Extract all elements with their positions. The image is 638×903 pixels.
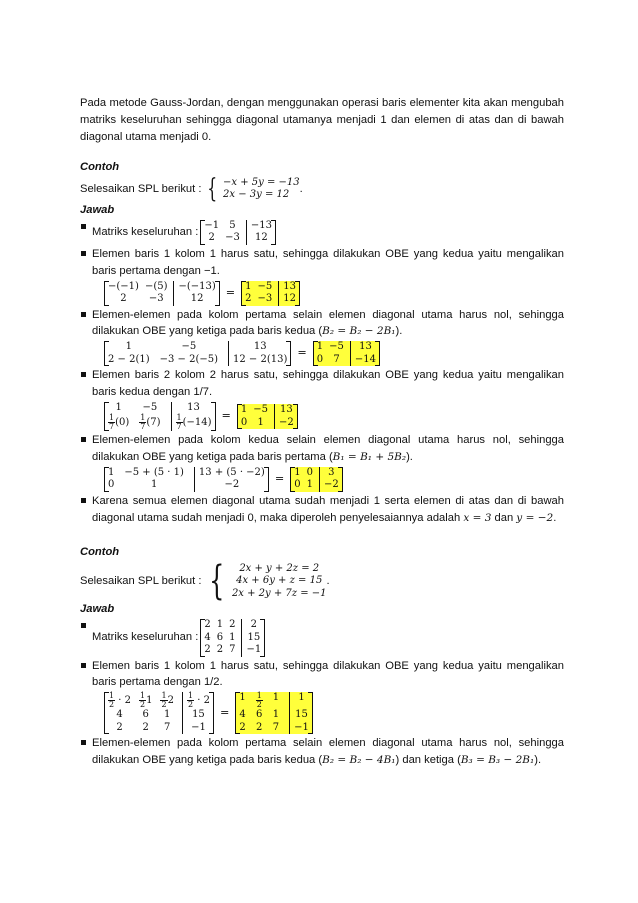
example1-conclusion: Karena semua elemen diagonal utama sudah menjadi 1 serta elemen di atas dan di bawah diagonal utama sudah menjadi 0, maka diperoleh penyelesaiannya adalah x = 3 dan y = −2. (80, 493, 564, 527)
example1-step3: Elemen baris 2 kolom 2 harus satu, sehingga dilakukan OBE yang kedua yaitu mengalikan baris kedua dengan 1/7. (80, 367, 564, 401)
intro-paragraph: Pada metode Gauss-Jordan, dengan menggunakan operasi baris elementer kita akan mengubah matriks keseluruhan sehingga diagonal utamanya menjadi 1 dan elemen di atas dan di bawah diagonal utama menjadi 0. (80, 97, 564, 143)
document-page (80, 95, 564, 769)
example2-system: { 2x + y + 2z = 2 4x + 6y + z = 15 2x + 2y + 7z = −1 . (209, 558, 330, 605)
example1-prompt: Selesaikan SPL berikut : (80, 182, 202, 195)
example1-step1-result: 1 −5 13 2 −3 12 (241, 281, 300, 306)
example2-prompt: Selesaikan SPL berikut : (80, 574, 202, 587)
example1-step1: Elemen baris 1 kolom 1 harus satu, sehingga dilakukan OBE yang kedua yaitu mengalikan baris pertama dengan −1. (80, 246, 564, 280)
example2-answer-heading: Jawab (80, 603, 115, 616)
example2-matrix-item: Matriks keseluruhan : 2 1 2 2 4 6 1 15 2 2 7 −1 (80, 618, 564, 658)
example2-step1-result: 1 $\frac{1}{2}$ 1 1 4 6 1 15 2 2 7 −1 (235, 692, 313, 734)
example2-augmented-matrix: 2 1 2 2 4 6 1 15 2 2 7 −1 (200, 619, 265, 657)
example1-step1-equation: −(−1) −(5) −(−13) 2 −3 12 = 1 −5 13 2 −3 12 (102, 280, 564, 307)
example1-step2-result: 1 −5 13 0 7 −14 (313, 341, 380, 366)
example1-answer-heading: Jawab (80, 204, 115, 217)
example1-system: { −x + 5y = −13 2x − 3y = 12 . (207, 174, 303, 205)
example1-step3-equation: 1 −5 13 $\frac{1}{7}$ (0) $\frac{1}{7}$ (7) $\frac{1}{7}$ (−14) = 1 −5 13 0 1 −2 (102, 401, 564, 433)
example1-augmented-matrix: −1 5 −13 2 −3 12 (200, 220, 276, 245)
example1-matrix-item: Matriks keseluruhan : −1 5 −13 2 −3 12 (80, 219, 564, 246)
example1-step2-equation: 1 −5 13 2 − 2(1) −3 − 2(−5) 12 − 2(13) = 1 −5 13 0 7 −14 (102, 340, 564, 367)
example2-prompt-row (80, 558, 564, 605)
example2-step1-equation: $\frac{1}{2}$ · 2 $\frac{1}{2}$ 1 $\frac{1}{2}$ 2 $\frac{1}{2}$ · 2 4 6 1 15 2 2 7 −1 = 1 $\frac{1}{2}$ 1 1 4 6 1 15 2 2 7 −1 (102, 691, 564, 735)
example2-heading: Contoh (80, 546, 120, 559)
example2-step2: Elemen-elemen pada kolom pertama selain elemen diagonal utama harus nol, sehingga dilakukan OBE yang ketiga pada baris kedua (B₂ = B₂ − 4B₁) dan ketiga (B₃ = B₃ − 2B₁). (80, 735, 564, 769)
example1-prompt-row (80, 174, 564, 205)
example1-step4-equation: 1 −5 + (5 · 1) 13 + (5 · −2) 0 1 −2 = 1 0 3 0 1 −2 (102, 466, 564, 493)
example2-step1: Elemen baris 1 kolom 1 harus satu, sehingga dilakukan OBE yang kedua yaitu mengalikan baris pertama dengan 1/2. (80, 658, 564, 692)
example1-step2: Elemen-elemen pada kolom pertama selain elemen diagonal utama harus nol, sehingga dilakukan OBE yang ketiga pada baris kedua (B₂ = B₂ − 2B₁). (80, 307, 564, 341)
example1-step4: Elemen-elemen pada kolom kedua selain elemen diagonal utama harus nol, sehingga dilakukan OBE yang ketiga pada baris pertama (B₁ = B₁ + 5B₂). (80, 432, 564, 466)
example1-step4-result: 1 0 3 0 1 −2 (290, 467, 343, 492)
example1-heading: Contoh (80, 161, 120, 174)
example1-step3-result: 1 −5 13 0 1 −2 (237, 404, 298, 429)
